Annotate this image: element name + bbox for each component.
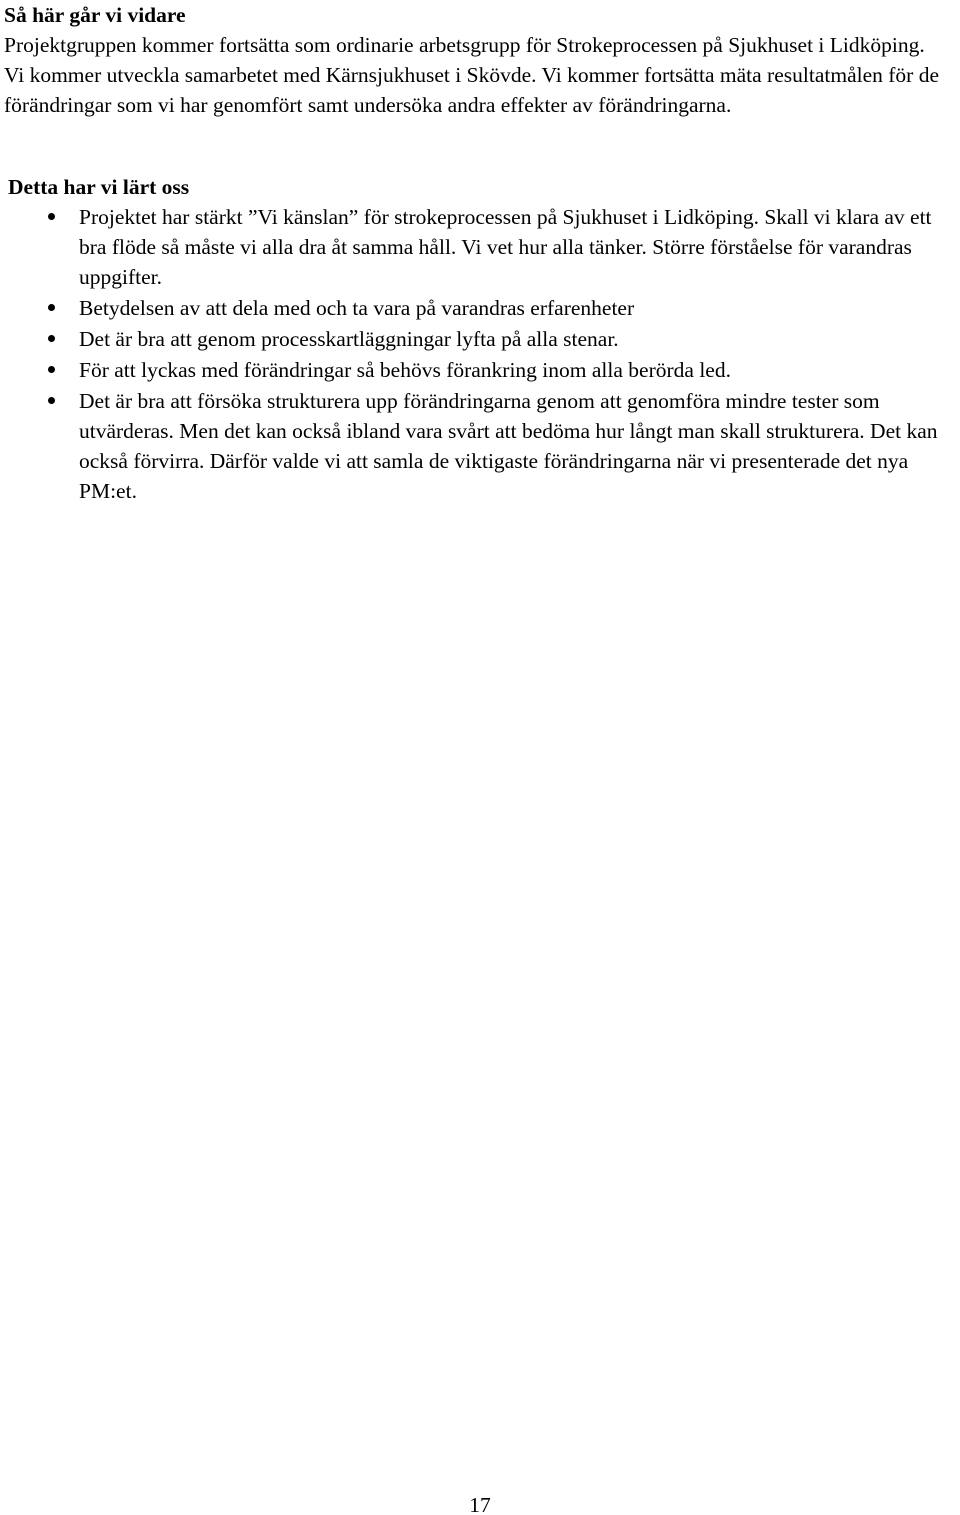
list-item — [4, 324, 944, 354]
bullet-icon — [48, 213, 55, 220]
page-number: 17 — [469, 1493, 491, 1515]
bullet-icon — [48, 397, 55, 404]
section-lessons-learned — [4, 172, 944, 507]
list-item — [4, 355, 944, 385]
list-item — [4, 202, 944, 292]
section-next-steps — [4, 0, 944, 120]
section-paragraph: Projektgruppen kommer fortsätta som ordinarie arbetsgrupp för Strokeprocessen på Sjukhuset i Lidköping. Vi kommer utveckla samarbetet med Kärnsjukhuset i Skövde. Vi kommer fortsätta mäta resultatmålen för de förändringar som vi har genomfört samt undersöka andra effekter av förändringarna. — [4, 33, 939, 117]
list-item-text: Det är bra att genom processkartläggningar lyfta på alla stenar. — [79, 327, 619, 351]
bullet-list — [4, 202, 944, 506]
list-item — [4, 386, 944, 506]
bullet-icon — [48, 304, 55, 311]
list-item-text: För att lyckas med förändringar så behövs förankring inom alla berörda led. — [79, 358, 731, 382]
list-item-text: Betydelsen av att dela med och ta vara på varandras erfarenheter — [79, 296, 635, 320]
section-heading: Så här går vi vidare — [4, 3, 186, 27]
bullet-icon — [48, 335, 55, 342]
list-item-text: Det är bra att försöka strukturera upp förändringarna genom att genomföra mindre tester som utvärderas. Men det kan också ibland vara svårt att bedöma hur långt man skall strukturera. Det kan också förvirra. Därför valde vi att samla de viktigaste förändringarna när vi presenterade det nya PM:et. — [79, 389, 938, 503]
section-heading: Detta har vi lärt oss — [8, 175, 190, 199]
list-item-text: Projektet har stärkt ”Vi känslan” för strokeprocessen på Sjukhuset i Lidköping. Skall vi klara av ett bra flöde så måste vi alla dra åt samma håll. Vi vet hur alla tänker. Större förståelse för varandras uppgifter. — [79, 205, 932, 289]
list-item — [4, 293, 944, 323]
bullet-icon — [48, 366, 55, 373]
